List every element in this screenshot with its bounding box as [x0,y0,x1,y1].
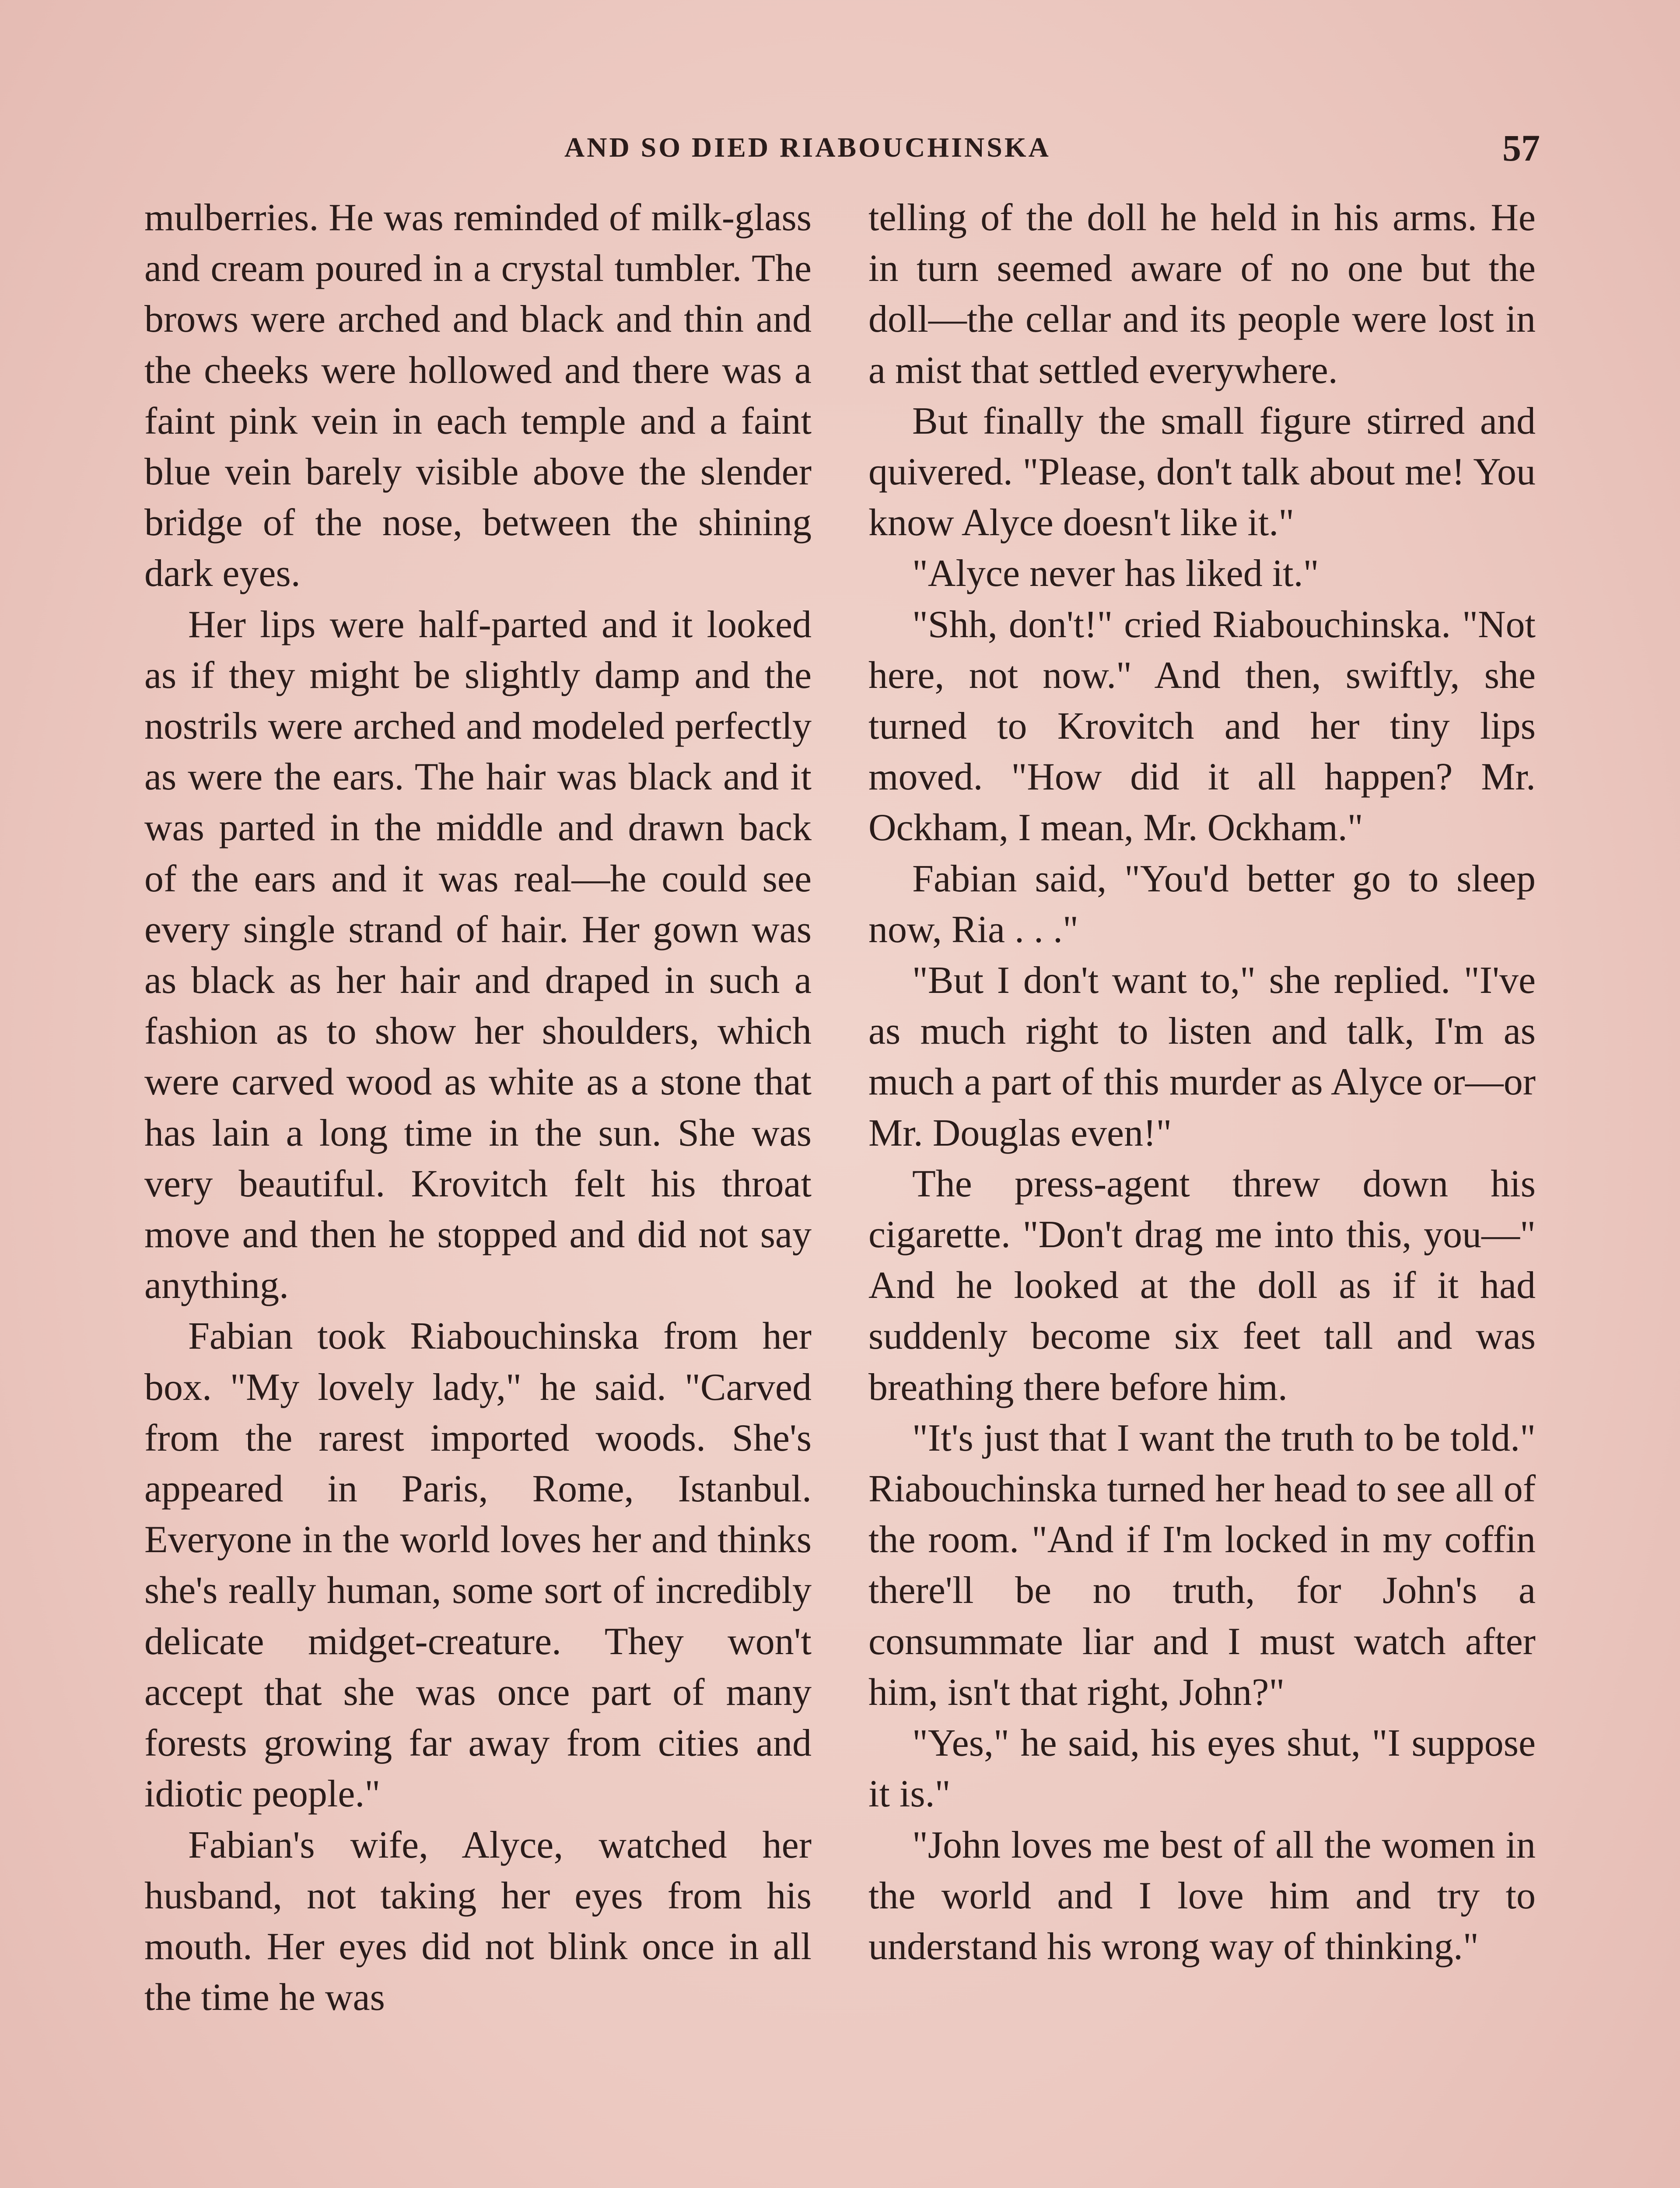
left-column [144,193,812,2023]
paragraph: The press-agent threw down his cigarette. "Don't drag me into this, you—" And he looked at the doll as if it had suddenly become six feet tall and was breathing there before him. [868,1162,1536,1409]
paragraph: "John loves me best of all the women in the world and I love him and try to understand his wrong way of thinking." [868,1823,1536,1968]
right-column [868,193,1536,1972]
paragraph: Fabian said, "You'd better go to sleep now, Ria . . ." [868,857,1536,951]
paragraph: "Shh, don't!" cried Riabouchinska. "Not here, not now." And then, swiftly, she turned to Krovitch and her tiny lips moved. "How did it all happen? Mr. Ockham, I mean, Mr. Ockham." [868,603,1536,849]
paragraph: mulberries. He was reminded of milk-glass and cream poured in a crystal tumbler. The brows were arched and black and thin and the cheeks were hollowed and there was a faint pink vein in each temple and a faint blue vein barely visible above the slender bridge of the nose, between the shining dark eyes. [144,196,812,595]
paragraph: "Yes," he said, his eyes shut, "I suppose it is." [868,1722,1536,1816]
page-number: 57 [1502,127,1540,169]
paragraph: But finally the small figure stirred and quivered. "Please, don't talk about me! You know Alyce doesn't like it." [868,400,1536,544]
paragraph: "But I don't want to," she replied. "I've as much right to listen and talk, I'm as much a part of this murder as Alyce or—or Mr. Douglas even!" [868,959,1536,1154]
paragraph: Her lips were half-parted and it looked as if they might be slightly damp and the nostrils were arched and modeled perfectly as were the ears. The hair was black and it was parted in the middle and drawn back of the ears and it was real—he could see every single strand of hair. Her gown was as black as her hair and draped in such a fashion as to show her shoulders, which were carved wood as white as a stone that has lain a long time in the sun. She was very beautiful. Krovitch felt his throat move and then he stopped and did not say anything. [144,603,812,1307]
running-title: AND SO DIED RIABOUCHINSKA [564,132,1051,163]
paragraph: telling of the doll he held in his arms. He in turn seemed aware of no one but the doll—the cellar and its people were lost in a mist that settled everywhere. [868,196,1536,392]
paragraph: Fabian took Riabouchinska from her box. "My lovely lady," he said. "Carved from the rarest imported woods. She's appeared in Paris, Rome, Istanbul. Everyone in the world loves her and thinks she's really human, some sort of incredibly delicate midget-creature. They won't accept that she was once part of many forests growing far away from cities and idiotic people." [144,1315,812,1816]
paragraph: "Alyce never has liked it." [912,552,1319,595]
paragraph: "It's just that I want the truth to be told." Riabouchinska turned her head to see all of the room. "And if I'm locked in my coffin there'll be no truth, for John's a consummate liar and I must watch after him, isn't that right, John?" [868,1417,1536,1714]
paragraph: Fabian's wife, Alyce, watched her husband, not taking her eyes from his mouth. Her eyes did not blink once in all the time he was [144,1823,812,2019]
